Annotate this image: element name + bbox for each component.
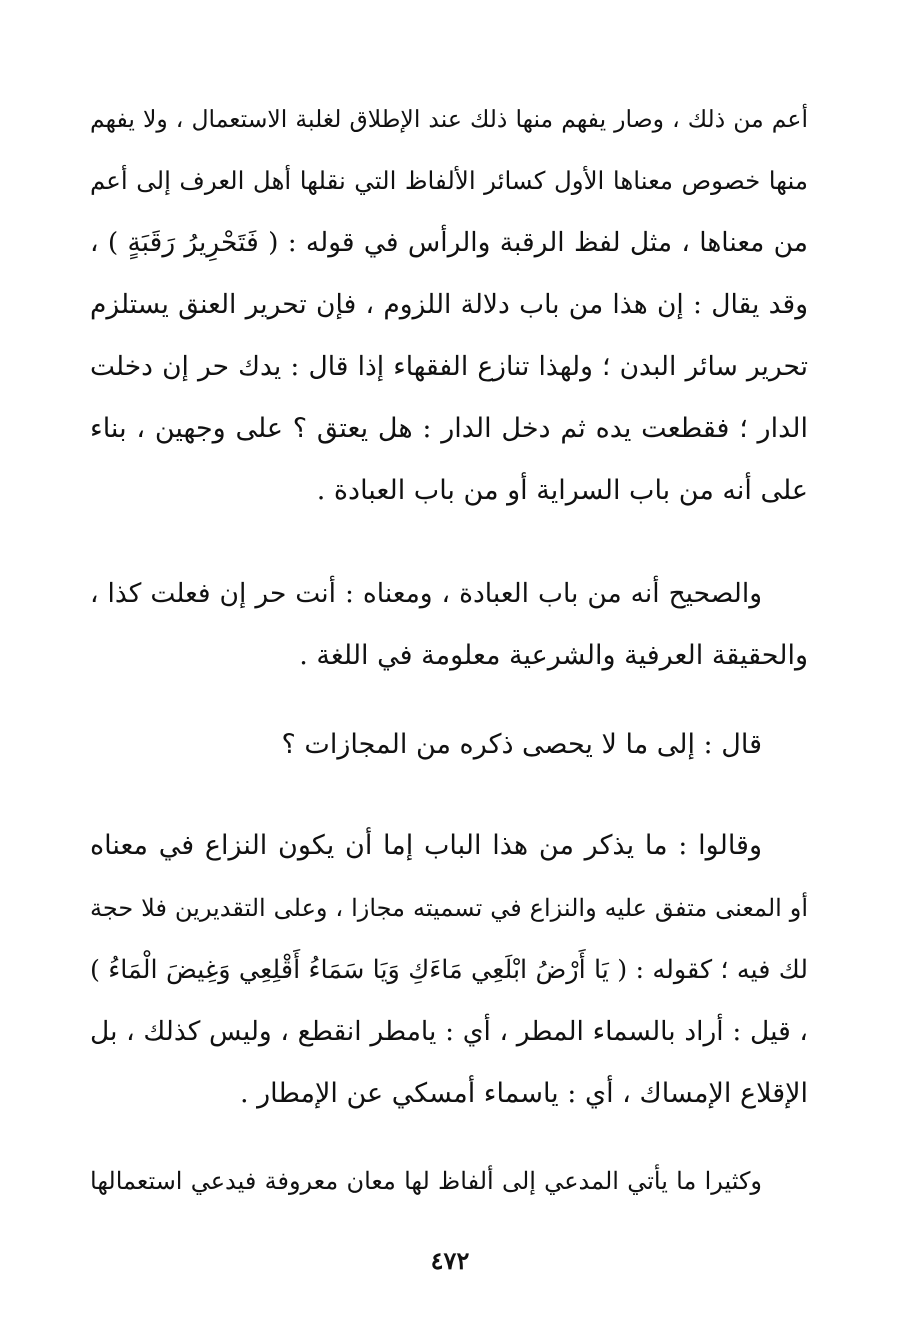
text-line: ، قيل : أراد بالسماء المطر ، أي : يامطر انقطع ، وليس كذلك ، بل: [90, 1016, 808, 1047]
paragraph: [90, 714, 808, 776]
text-line: أو المعنى متفق عليه والنزاع في تسميته مجازا ، وعلى التقديرين فلا حجة: [90, 894, 808, 922]
text-line: لك فيه ؛ كقوله : ( يَا أَرْضُ ابْلَعِي مَاءَكِ وَيَا سَمَاءُ أَقْلِعِي وَغِيضَ الْمَاءُ ): [90, 955, 808, 985]
text-line: والحقيقة العرفية والشرعية معلومة في اللغة .: [299, 640, 808, 671]
text-line: وكثيرا ما يأتي المدعي إلى ألفاظ لها معان معروفة فيدعي استعمالها: [90, 1167, 762, 1195]
text-line: وقد يقال : إن هذا من باب دلالة اللزوم ، فإن تحرير العنق يستلزم: [90, 289, 808, 320]
paragraph: [90, 1150, 808, 1212]
paragraph: [90, 815, 808, 1125]
text-line: أعم من ذلك ، وصار يفهم منها ذلك عند الإطلاق لغلبة الاستعمال ، ولا يفهم: [90, 105, 808, 133]
text-line: قال : إلى ما لا يحصى ذكره من المجازات ؟: [281, 729, 762, 760]
text-line: الدار ؛ فقطعت يده ثم دخل الدار : هل يعتق ؟ على وجهين ، بناء: [90, 413, 808, 444]
text-line: الإقلاع الإمساك ، أي : ياسماء أمسكي عن الإمطار .: [239, 1078, 808, 1109]
text-line: منها خصوص معناها الأول كسائر الألفاظ التي نقلها أهل العرف إلى أعم: [90, 166, 808, 195]
page-number: ٤٧٢: [430, 1246, 470, 1275]
text-line: والصحيح أنه من باب العبادة ، ومعناه : أنت حر إن فعلت كذا ،: [90, 578, 762, 609]
text-line: على أنه من باب السراية أو من باب العبادة .: [316, 475, 808, 506]
text-line: وقالوا : ما يذكر من هذا الباب إما أن يكون النزاع في معناه: [90, 830, 762, 861]
text-line: من معناها ، مثل لفظ الرقبة والرأس في قوله : ( فَتَحْرِيرُ رَقَبَةٍ ) ،: [90, 227, 808, 258]
paragraph: [90, 88, 808, 522]
paragraph: [90, 563, 808, 687]
text-line: تحرير سائر البدن ؛ ولهذا تنازع الفقهاء إذا قال : يدك حر إن دخلت: [90, 351, 808, 382]
